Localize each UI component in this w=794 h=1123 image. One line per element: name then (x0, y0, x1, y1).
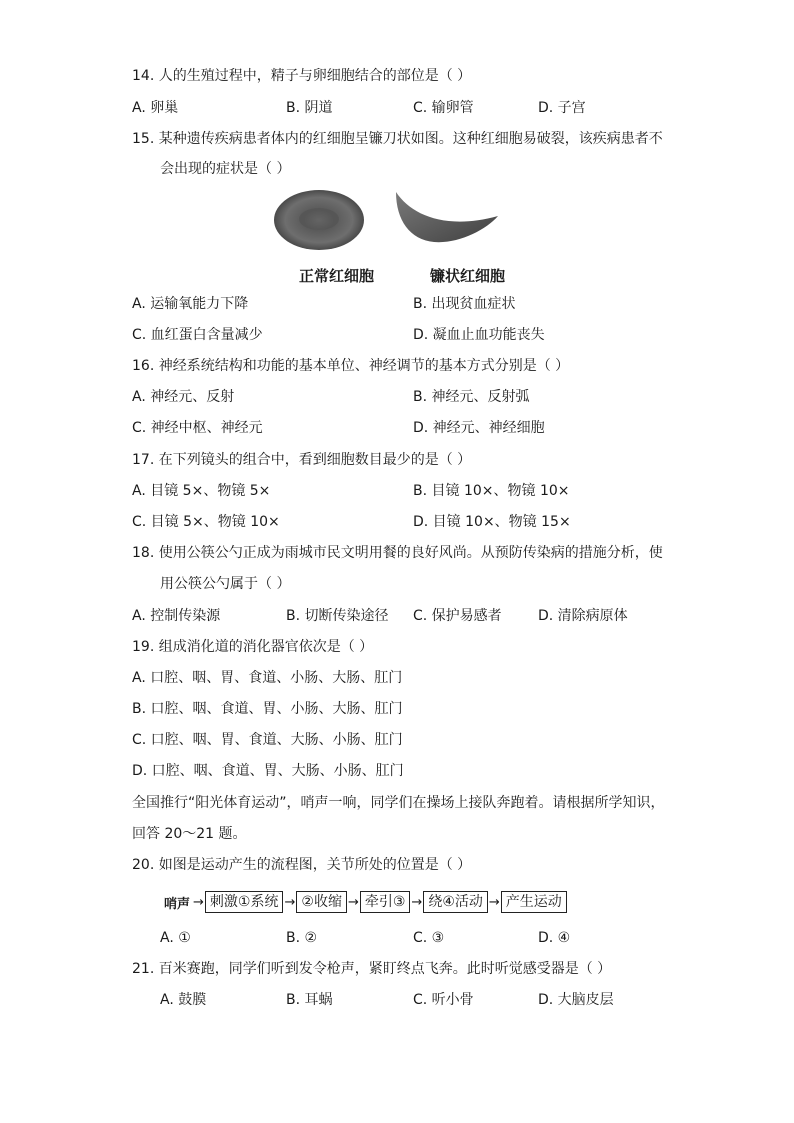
flow-step-5: 产生运动 (501, 891, 567, 913)
q17-option-c: C. 目镜 5×、物镜 10× (132, 514, 280, 530)
intro-line2: 回答 20～21 题。 (132, 826, 247, 842)
q16-stem: 16. 神经系统结构和功能的基本单位、神经调节的基本方式分别是（ ） (132, 358, 570, 374)
right-arrow-icon: → (284, 894, 296, 910)
q14-option-a: A. 卵巢 (132, 100, 179, 116)
right-arrow-icon: → (411, 894, 423, 910)
intro-line1: 全国推行“阳光体育运动”，哨声一响，同学们在操场上接队奔跑着。请根据所学知识， (132, 795, 665, 811)
q18-option-b: B. 切断传染途径 (286, 608, 389, 624)
right-arrow-icon: → (488, 894, 500, 910)
q15-option-b: B. 出现贫血症状 (413, 296, 516, 312)
flow-start-label: 哨声 (164, 896, 191, 912)
normal-red-blood-cell-label: 正常红细胞 (299, 267, 375, 285)
q19-stem: 19. 组成消化道的消化器官依次是（ ） (132, 639, 374, 655)
q14-option-d: D. 子宫 (538, 100, 586, 116)
q16-option-b: B. 神经元、反射弧 (413, 389, 530, 405)
q18-stem-line2: 用公筷公勺属于（ ） (160, 576, 291, 592)
q21-option-d: D. 大脑皮层 (538, 992, 614, 1008)
q16-option-a: A. 神经元、反射 (132, 389, 235, 405)
q19-option-c: C. 口腔、咽、胃、食道、大肠、小肠、肛门 (132, 732, 403, 748)
q18-stem-line1: 18. 使用公筷公勺正成为雨城市民文明用餐的良好风尚。从预防传染病的措施分析，使 (132, 545, 663, 561)
q20-stem: 20. 如图是运动产生的流程图，关节所处的位置是（ ） (132, 857, 472, 873)
q19-option-a: A. 口腔、咽、胃、食道、小肠、大肠、肛门 (132, 670, 403, 686)
flow-step-1: 刺激①系统 (205, 891, 284, 913)
q17-option-a: A. 目镜 5×、物镜 5× (132, 483, 271, 499)
q20-option-d: D. ④ (538, 930, 571, 946)
right-arrow-icon: → (347, 894, 359, 910)
q14-option-b: B. 阴道 (286, 100, 333, 116)
right-arrow-icon: → (193, 894, 204, 910)
q15-option-d: D. 凝血止血功能丧失 (413, 327, 545, 343)
q20-option-b: B. ② (286, 930, 318, 946)
q16-option-c: C. 神经中枢、神经元 (132, 420, 263, 436)
movement-flowchart (164, 890, 567, 914)
q14-option-c: C. 输卵管 (413, 100, 474, 116)
q20-option-c: C. ③ (413, 930, 445, 946)
q21-option-a: A. 鼓膜 (160, 992, 207, 1008)
flow-step-3: 牵引③ (360, 891, 411, 913)
q17-option-d: D. 目镜 10×、物镜 15× (413, 514, 571, 530)
q21-option-c: C. 听小骨 (413, 992, 474, 1008)
q17-option-b: B. 目镜 10×、物镜 10× (413, 483, 570, 499)
q14-stem: 14. 人的生殖过程中，精子与卵细胞结合的部位是（ ） (132, 68, 472, 84)
normal-red-blood-cell-image (274, 190, 364, 250)
q18-option-a: A. 控制传染源 (132, 608, 221, 624)
q21-option-b: B. 耳蜗 (286, 992, 333, 1008)
q17-stem: 17. 在下列镜头的组合中，看到细胞数目最少的是（ ） (132, 452, 472, 468)
q15-stem-line2: 会出现的症状是（ ） (160, 161, 291, 177)
flow-step-2: ②收缩 (296, 891, 347, 913)
q20-option-a: A. ① (160, 930, 191, 946)
q15-option-a: A. 运输氧能力下降 (132, 296, 249, 312)
q21-stem: 21. 百米赛跑，同学们听到发令枪声，紧盯终点飞奔。此时听觉感受器是（ ） (132, 961, 612, 977)
q15-option-c: C. 血红蛋白含量减少 (132, 327, 263, 343)
q19-option-b: B. 口腔、咽、食道、胃、小肠、大肠、肛门 (132, 701, 403, 717)
q18-option-d: D. 清除病原体 (538, 608, 628, 624)
sickle-red-blood-cell-label: 镰状红细胞 (430, 267, 506, 285)
q15-stem-line1: 15. 某种遗传疾病患者体内的红细胞呈镰刀状如图。这种红细胞易破裂，该疾病患者不 (132, 131, 663, 147)
q19-option-d: D. 口腔、咽、食道、胃、大肠、小肠、肛门 (132, 763, 404, 779)
sickle-red-blood-cell-image (396, 192, 498, 242)
q16-option-d: D. 神经元、神经细胞 (413, 420, 545, 436)
red-blood-cell-figure (272, 186, 508, 254)
flow-step-4: 绕④活动 (423, 891, 488, 913)
q18-option-c: C. 保护易感者 (413, 608, 502, 624)
